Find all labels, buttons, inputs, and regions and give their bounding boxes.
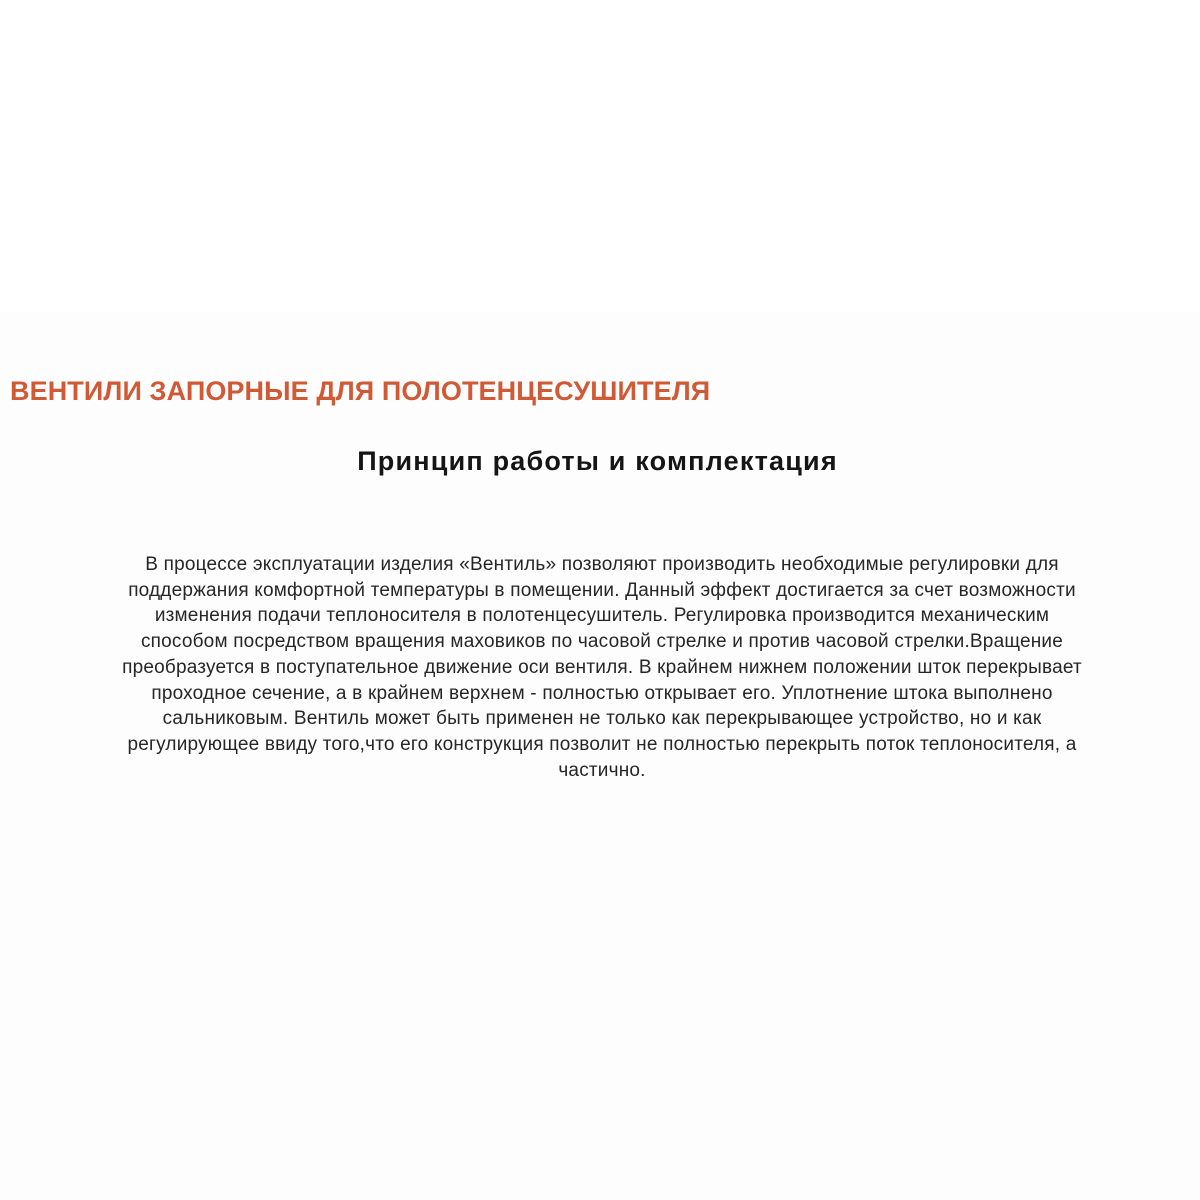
paragraph-line: способом посредством вращения маховиков по часовой стрелке и против часовой стрелки.Вращение <box>140 631 1064 653</box>
section-title: Принцип работы и комплектация <box>357 446 838 476</box>
paragraph-line: проходное сечение, а в крайнем верхнем - полностью открывает его. Уплотнение штока выполнено <box>151 682 1053 704</box>
paragraph-line: изменения подачи теплоносителя в полотенцесушитель. Регулировка производится механическим <box>154 605 1050 627</box>
description-paragraph <box>52 552 1152 783</box>
paragraph-line: поддержания комфортной температуры в помещении. Данный эффект достигается за счет возможности <box>128 579 1076 601</box>
paragraph-line: В процессе эксплуатации изделия «Вентиль» позволяют производить необходимые регулировки для <box>145 554 1059 575</box>
paragraph-line: сальниковым. Вентиль может быть применен не только как перекрывающее устройство, но и как <box>162 708 1042 730</box>
top-blank-area <box>0 0 1200 312</box>
paragraph-line: преобразуется в поступательное движение оси вентиля. В крайнем нижнем положении шток перекрывает <box>122 656 1082 678</box>
paragraph-line: частично. <box>558 759 646 781</box>
paragraph-line: регулирующее ввиду того,что его конструкция позволит не полностью перекрыть поток теплоносителя, а <box>127 733 1077 755</box>
product-heading: ВЕНТИЛИ ЗАПОРНЫЕ ДЛЯ ПОЛОТЕНЦЕСУШИТЕЛЯ <box>10 376 711 406</box>
